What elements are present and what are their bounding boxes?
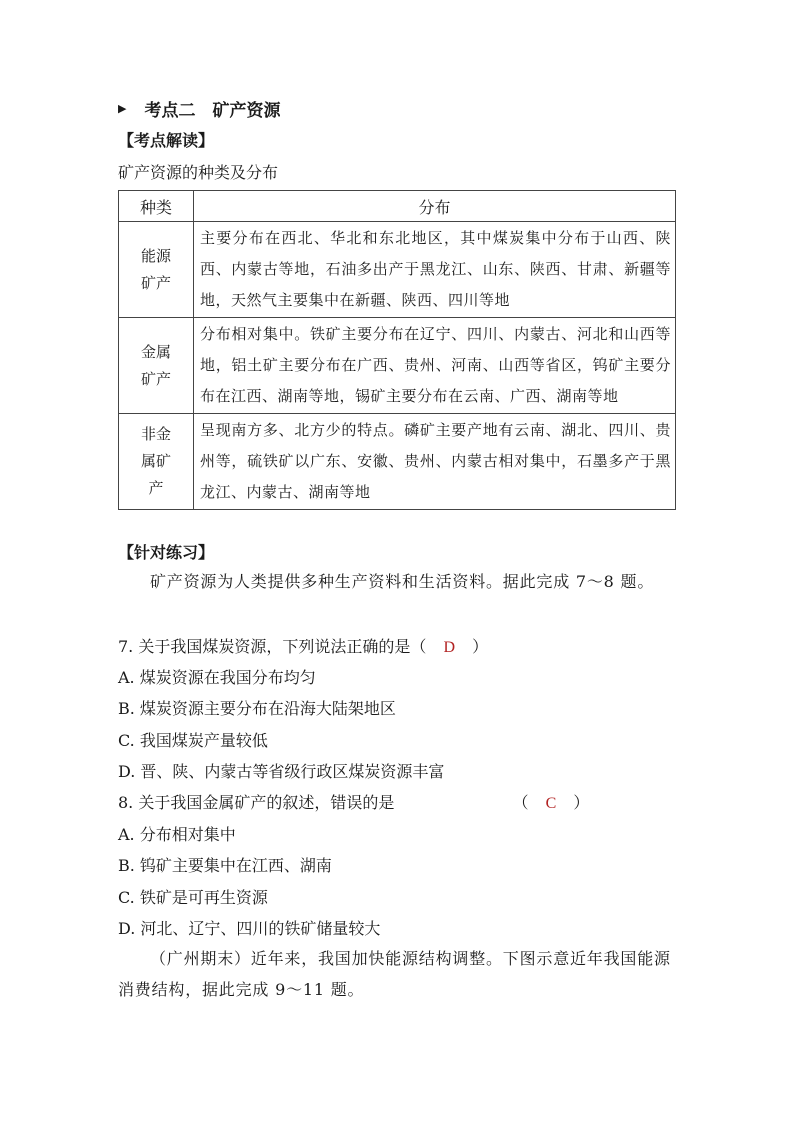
question-text: 7. 关于我国煤炭资源，下列说法正确的是（ [118, 637, 427, 656]
kind-line: 非金 [140, 425, 171, 443]
kind-line: 能源 [140, 246, 171, 265]
reading-heading: 【考点解读】 [118, 131, 215, 150]
kind-cell [119, 222, 194, 318]
table-row [119, 414, 676, 510]
question-7-stem [118, 634, 488, 657]
option-b: B. 煤炭资源主要分布在沿海大陆架地区 [118, 699, 396, 718]
table-row [119, 222, 676, 318]
intro-paragraph-1: 矿产资源为人类提供多种生产资料和生活资料。据此完成 7～8 题。 [150, 572, 655, 591]
paren-close: ） [573, 793, 590, 812]
kind-line: 属矿 [140, 452, 171, 470]
triangle-bullet-icon: ▶ [118, 102, 127, 115]
distribution-cell: 呈现南方多、北方少的特点。磷矿主要产地有云南、湖北、四川、贵州等，硫铁矿以广东、安徽、贵州、内蒙古相对集中，石墨多产于黑龙江、内蒙古、湖南等地 [194, 414, 676, 510]
minerals-table [118, 190, 676, 510]
question-8-stem [118, 790, 589, 813]
distribution-cell: 主要分布在西北、华北和东北地区，其中煤炭集中分布于山西、陕西、内蒙古等地，石油多出产于黑龙江、山东、陕西、甘肃、新疆等地，天然气主要集中在新疆、陕西、四川等地 [194, 222, 676, 318]
kind-cell [119, 414, 194, 510]
intro-paragraph-2: （广州期末）近年来，我国加快能源结构调整。下图示意近年我国能源消费结构，据此完成 9～11 题。 [118, 949, 671, 999]
section-heading [118, 96, 280, 121]
option-d: D. 晋、陕、内蒙古等省级行政区煤炭资源丰富 [118, 762, 445, 781]
question-text: 8. 关于我国金属矿产的叙述，错误的是 [118, 793, 395, 812]
answer-mark: C [545, 795, 557, 812]
header-distribution: 分布 [194, 191, 676, 222]
table-row [119, 318, 676, 414]
option-a: A. 煤炭资源在我国分布均匀 [118, 668, 316, 687]
distribution-cell: 分布相对集中。铁矿主要分布在辽宁、四川、内蒙古、河北和山西等地，铝土矿主要分布在广西、贵州、河南、山西等省区，钨矿主要分布在江西、湖南等地，锡矿主要分布在云南、广西、湖南等地 [194, 318, 676, 414]
option-a: A. 分布相对集中 [118, 825, 236, 844]
paren-open: （ [512, 793, 529, 812]
option-c: C. 铁矿是可再生资源 [118, 888, 268, 907]
kind-line: 金属 [140, 342, 171, 361]
kind-line: 矿产 [140, 273, 171, 292]
practice-heading: 【针对练习】 [118, 543, 215, 562]
option-c: C. 我国煤炭产量较低 [118, 731, 268, 750]
header-kind: 种类 [119, 191, 194, 222]
section-title: 考点二 矿产资源 [144, 101, 281, 121]
paren-close: ） [472, 637, 489, 656]
kind-line: 矿产 [140, 369, 171, 388]
option-b: B. 钨矿主要集中在江西、湖南 [118, 856, 332, 875]
option-d: D. 河北、辽宁、四川的铁矿储量较大 [118, 919, 381, 938]
table-caption: 矿产资源的种类及分布 [118, 163, 279, 182]
answer-mark: D [443, 639, 456, 656]
kind-cell [119, 318, 194, 414]
table-header-row [119, 191, 676, 222]
kind-line: 产 [148, 479, 164, 497]
